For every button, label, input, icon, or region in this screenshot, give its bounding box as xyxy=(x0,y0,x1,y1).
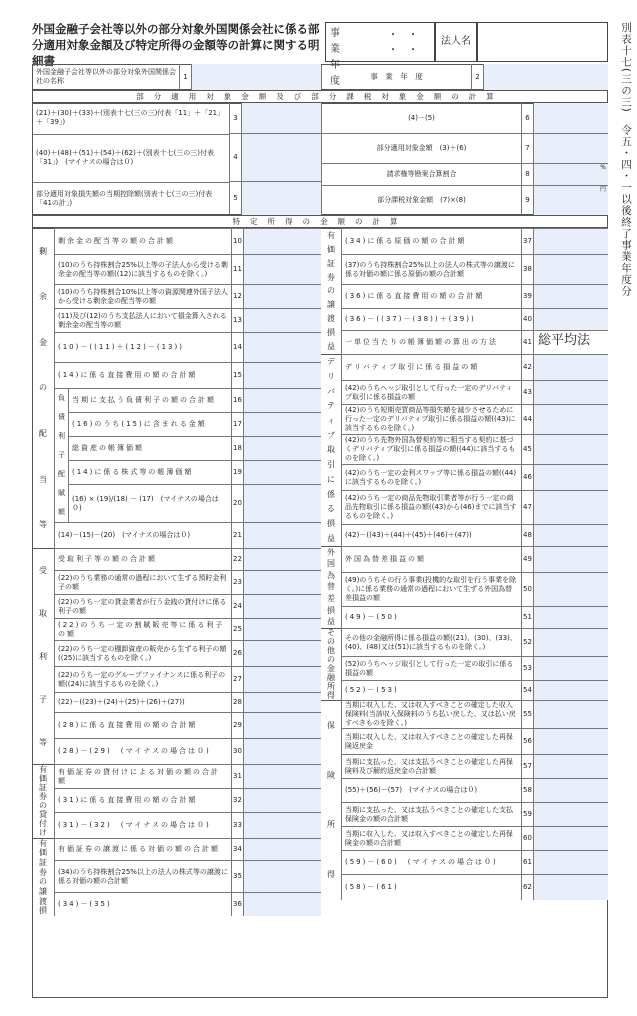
line-label: (42)のうち一定の商品先物取引業者等が行う一定の商品先物取引に係る損益の額((43)から(46)までに該当するものを除く。) xyxy=(341,490,521,524)
fiscal-year-label: 事業年度 xyxy=(330,28,350,87)
group-label-char: 有 xyxy=(39,838,47,848)
sub-group-label-char: 賦 xyxy=(58,489,65,497)
group-label-char: 配 xyxy=(39,429,47,439)
line-label: (16) × (19)/(18) － (17) (マイナスの場合は０) xyxy=(68,484,231,522)
line-label: (22)のうち一定のグループファイナンスに係る利子の額((24)に該当するものを除く。) xyxy=(54,666,231,692)
group-label-char: け xyxy=(39,828,47,838)
line-label: 有価証券の譲渡に係る対価の額の合計額 xyxy=(54,838,231,860)
line-number: 4 xyxy=(229,133,241,181)
amount-field[interactable] xyxy=(243,712,321,738)
line-label: (10)－((11)＋(12)－(13)) xyxy=(54,332,231,362)
line-number: 14 xyxy=(231,332,243,362)
group-label-char: 証 xyxy=(327,258,335,268)
group-label-char: 等 xyxy=(39,737,47,747)
amount-field[interactable] xyxy=(533,656,608,680)
amount-field[interactable] xyxy=(243,892,321,916)
date-dots: ・ ・ ・ ・ xyxy=(388,30,418,56)
group-label-char: の xyxy=(39,877,47,887)
group-label-char: 渡 xyxy=(327,314,335,324)
group-label-char: に xyxy=(327,474,335,484)
amount-field[interactable] xyxy=(533,464,608,490)
amount-field[interactable] xyxy=(533,490,608,524)
line-number: 23 xyxy=(231,570,243,594)
line-label: (42)－((43)＋(44)＋(45)＋(46)＋(47)) xyxy=(341,524,521,546)
group-label-char: 為 xyxy=(327,570,335,580)
group-label-char: 取 xyxy=(327,445,335,455)
group-label-char: 外 xyxy=(327,547,335,557)
amount-field[interactable] xyxy=(243,436,321,460)
line-number: 32 xyxy=(231,788,243,812)
line-number: 21 xyxy=(231,522,243,548)
group-label-char: 当 xyxy=(39,474,47,484)
group-label-char: 余 xyxy=(39,292,47,302)
line-number: 42 xyxy=(521,354,533,380)
amount-field[interactable] xyxy=(243,548,321,570)
group-label-char: 益 xyxy=(327,533,335,543)
amount-field[interactable] xyxy=(533,802,608,826)
group-label-char: 険 xyxy=(327,770,335,780)
line-number: 25 xyxy=(231,618,243,640)
line-number: 49 xyxy=(521,546,533,572)
subsidiary-name-field[interactable] xyxy=(191,64,321,90)
group-label-char: 係 xyxy=(327,489,335,499)
amount-field[interactable] xyxy=(533,628,608,656)
line-number: 11 xyxy=(231,254,243,284)
line-number: 12 xyxy=(231,284,243,308)
amount-field[interactable] xyxy=(533,700,608,728)
line-number: 41 xyxy=(521,330,533,354)
group-label-char: 国 xyxy=(327,559,335,569)
group-label-char: 証 xyxy=(39,782,47,792)
group-label-char: 価 xyxy=(327,244,335,254)
line-number: 35 xyxy=(231,860,243,892)
group-label-char: る xyxy=(327,504,335,514)
group-label-char: ィ xyxy=(327,416,335,426)
line-number: 55 xyxy=(521,700,533,728)
line-number: 46 xyxy=(521,464,533,490)
line-number: 47 xyxy=(521,490,533,524)
group-label-char: の xyxy=(327,637,335,647)
calc-label: (40)＋(48)＋(51)＋(54)＋(62)＋(別表十七(三の三)付表「31」) (マイナスの場合は０) xyxy=(33,134,229,180)
sub-group-label-char: 債 xyxy=(58,413,65,421)
line-label: 当期に支払う負債利子の額の合計額 xyxy=(68,388,231,412)
line-label: 当期に支払った、又は支払うべきことの確定した再保険料及び解約返戻金の合計額 xyxy=(341,754,521,778)
line-number: 37 xyxy=(521,228,533,254)
amount-field[interactable] xyxy=(533,728,608,754)
amount-field[interactable] xyxy=(533,163,608,185)
group-label-char: 証 xyxy=(39,858,47,868)
amount-field[interactable] xyxy=(243,692,321,712)
corp-name-label: 法人名 xyxy=(435,22,477,62)
amount-field[interactable] xyxy=(243,308,321,332)
amount-field[interactable] xyxy=(243,640,321,666)
group-label-char: 剰 xyxy=(39,246,47,256)
method-value: 総平均法 xyxy=(538,333,591,348)
group-label xyxy=(321,354,341,546)
line-number: 26 xyxy=(231,640,243,666)
line-label: (55)＋(56)－(57) (マイナスの場合は０) xyxy=(341,778,521,802)
line-number: 6 xyxy=(521,103,533,133)
line-number: 56 xyxy=(521,728,533,754)
group-label-char: ブ xyxy=(327,430,335,440)
group-label-char: 券 xyxy=(39,791,47,801)
line-number: 17 xyxy=(231,412,243,436)
line-label: 受取利子等の額の合計額 xyxy=(54,548,231,570)
amount-field[interactable] xyxy=(533,103,608,133)
amount-field[interactable] xyxy=(533,380,608,404)
line-label: (22)－((23)＋(24)＋(25)＋(26)＋(27)) xyxy=(54,692,231,712)
amount-field[interactable] xyxy=(241,133,321,181)
group-label-char: 所 xyxy=(327,681,335,691)
line-label: 当期に収入した、又は収入すべきことの確定した再保険返戻金 xyxy=(341,728,521,754)
line-number: 36 xyxy=(231,892,243,916)
line-label: 当期に支払った、又は支払うべきことの確定した支払保険金の額の合計額 xyxy=(341,802,521,826)
line-label: (22)のうち一定の棚卸資産の販売から生ずる利子の額((25)に該当するものを除く。) xyxy=(54,640,231,666)
line-label: (42)のうち一定の金利スワップ等に係る損益の額((44)に該当するものを除く。) xyxy=(341,464,521,490)
line-number: 15 xyxy=(231,362,243,388)
group-label-char: 券 xyxy=(39,867,47,877)
amount-field[interactable] xyxy=(533,874,608,900)
group-label-char: そ xyxy=(327,628,335,638)
line-label: 総資産の帳簿価額 xyxy=(68,436,231,460)
line-label: (52)のうちヘッジ取引として行った一定の取引に係る損益の額 xyxy=(341,656,521,680)
group-label-char: 券 xyxy=(327,272,335,282)
amount-field[interactable] xyxy=(243,460,321,484)
form-side-label: 別表十七(三の三) 令五・四・一以後終了事業年度分 xyxy=(620,22,632,297)
line-number: 61 xyxy=(521,850,533,874)
line-label: 外国為替差損益の額 xyxy=(341,546,521,572)
line-number: 31 xyxy=(231,764,243,788)
line-number: 62 xyxy=(521,874,533,900)
line-number: 18 xyxy=(231,436,243,460)
line-number: 59 xyxy=(521,802,533,826)
group-label-char: の xyxy=(39,383,47,393)
corp-name-field[interactable] xyxy=(477,22,608,62)
group-label-char: 益 xyxy=(327,341,335,351)
group-label-char: デ xyxy=(327,357,335,367)
group-label-char: 価 xyxy=(39,848,47,858)
subsidiary-year-field[interactable] xyxy=(483,64,608,90)
amount-field[interactable] xyxy=(243,788,321,812)
group-label-char: 融 xyxy=(327,672,335,682)
line-number: 52 xyxy=(521,628,533,656)
amount-field[interactable] xyxy=(241,181,321,215)
amount-field[interactable] xyxy=(533,254,608,284)
group-label-char: 所 xyxy=(327,820,335,830)
group-label-char: 差 xyxy=(327,594,335,604)
group-label-char: 譲 xyxy=(327,300,335,310)
line-label: (28)に係る直接費用の額の合計額 xyxy=(54,712,231,738)
amount-field[interactable] xyxy=(533,524,608,546)
line-label: (14)－(15)－(20) (マイナスの場合は０) xyxy=(54,522,231,548)
group-label xyxy=(321,700,341,900)
line-number: 3 xyxy=(229,103,241,133)
line-label: (22)のうち一定の貸金業者が行う金銭の貸付けに係る利子の額 xyxy=(54,594,231,618)
group-label-char: 金 xyxy=(327,663,335,673)
group-label-char: の xyxy=(327,655,335,665)
fiscal-year-box[interactable] xyxy=(325,22,435,87)
amount-field[interactable] xyxy=(243,284,321,308)
line-number: 28 xyxy=(231,692,243,712)
group-label xyxy=(321,628,341,700)
line-label: 有価証券の貸付けによる対価の額の合計額 xyxy=(54,764,231,788)
calc-label: (4)－(5) xyxy=(321,103,521,133)
line-label: (49)のうちその行う事業(投機的な取引を行う事業を除く。)に係る業務の通常の過程において生ずる外国為替差損益の額 xyxy=(341,572,521,606)
group-label-char: 有 xyxy=(39,764,47,774)
sub-group-label-char: 負 xyxy=(58,394,65,402)
sub-group-label-char: 額 xyxy=(58,508,65,516)
line-label: (16)のうち(15)に含まれる金額 xyxy=(68,412,231,436)
line-label: その他の金融所得に係る損益の額((21)、(30)、(33)、(40)、(48)又は(51)に該当するものを除く。) xyxy=(341,628,521,656)
line-label: (31)－(32) (マイナスの場合は０) xyxy=(54,812,231,838)
line-label: (10)のうち持株割合25%以上等の子法人から受ける剰余金の配当等の額((12)に該当するものを除く。) xyxy=(54,254,231,284)
line-number: 19 xyxy=(231,460,243,484)
calc-label: 部分適用対象損失額の当期控除額(別表十七(三の三)付表「41の計」) xyxy=(33,182,229,214)
line-label: (34)のうち持株割合25%以上の法人の株式等の譲渡に係る対価の額の合計額 xyxy=(54,860,231,892)
year-label: 事 業 年 度 xyxy=(321,65,471,89)
line-number: 20 xyxy=(231,484,243,522)
line-label: (42)のうち先物外国為替契約等に相当する契約に基づくデリバティブ取引に係る損益の額((44)に該当するものを除く。) xyxy=(341,434,521,464)
group-label-char: 損 xyxy=(327,518,335,528)
group-label-char: リ xyxy=(327,372,335,382)
line-label: (22)のうち一定の割賦販売等に係る利子の額 xyxy=(54,618,231,640)
amount-field[interactable] xyxy=(533,546,608,572)
line-number: 53 xyxy=(521,656,533,680)
group-label-char: 損 xyxy=(327,605,335,615)
line-number: 39 xyxy=(521,284,533,308)
line-label: (10)のうち持株割合10%以上等の資源関連外国子法人から受ける剰余金の配当等の額 xyxy=(54,284,231,308)
line-number: 34 xyxy=(231,838,243,860)
group-label-char: 得 xyxy=(327,870,335,880)
group-label-char: 金 xyxy=(39,337,47,347)
line-number: 8 xyxy=(521,163,533,185)
line-number: 30 xyxy=(231,738,243,764)
line-label: デリバティブ取引に係る損益の額 xyxy=(341,354,521,380)
amount-field[interactable] xyxy=(243,388,321,412)
group-label-char: バ xyxy=(327,386,335,396)
line-label: 当期に収入した、又は収入すべきことの確定した再保険金の額の合計額 xyxy=(341,826,521,850)
amount-field[interactable] xyxy=(243,228,321,254)
calc-label: 請求権等勘案合算割合 xyxy=(321,163,521,185)
line-number: 7 xyxy=(521,133,533,163)
group-label-char: 付 xyxy=(39,819,47,829)
amount-field[interactable] xyxy=(243,812,321,838)
line-label: (36)に係る直接費用の額の合計額 xyxy=(341,284,521,308)
line-label: (14)に係る株式等の帳簿価額 xyxy=(68,460,231,484)
group-label-char: 益 xyxy=(327,617,335,627)
amount-field[interactable] xyxy=(533,284,608,308)
line-label: 一単位当たりの帳簿価額の算出の方法 xyxy=(341,330,521,354)
amount-field[interactable] xyxy=(533,354,608,380)
group-label xyxy=(321,228,341,354)
amount-field[interactable] xyxy=(243,838,321,860)
amount-field[interactable] xyxy=(533,185,608,215)
amount-field[interactable] xyxy=(243,764,321,788)
group-label-char: 渡 xyxy=(39,896,47,906)
unit-label: % xyxy=(600,164,606,171)
line-number: 45 xyxy=(521,434,533,464)
group-label-char: の xyxy=(39,801,47,811)
group-label xyxy=(321,546,341,628)
section-title: 特定所得の金額の計算 xyxy=(32,215,608,228)
line-number: 60 xyxy=(521,826,533,850)
group-label xyxy=(32,838,54,916)
line-label: (31)に係る直接費用の額の合計額 xyxy=(54,788,231,812)
line-label: 当期に収入した、又は収入すべきことの確定した収入保険料(当該収入保険料のうち払い戻した、又は払い戻すべきものを除く。) xyxy=(341,700,521,728)
sub-group-label-char: 配 xyxy=(58,470,65,478)
line-number: 5 xyxy=(229,181,241,215)
unit-label: 円 xyxy=(599,186,606,193)
group-label-char: 損 xyxy=(327,328,335,338)
group-label-char: テ xyxy=(327,401,335,411)
line-number: 50 xyxy=(521,572,533,606)
group-label-char: 取 xyxy=(39,608,47,618)
group-label-char: 利 xyxy=(39,651,47,661)
line-number: 38 xyxy=(521,254,533,284)
line-label: (34)－(35) xyxy=(54,892,231,916)
line-label: 剰余金の配当等の額の合計額 xyxy=(54,228,231,254)
line-number: 13 xyxy=(231,308,243,332)
sub-group-label-char: 利 xyxy=(58,432,65,440)
amount-field[interactable] xyxy=(243,484,321,522)
line-label: (49)－(50) xyxy=(341,606,521,628)
line-number: 2 xyxy=(471,64,483,90)
group-label-char: 受 xyxy=(39,565,47,575)
amount-field[interactable] xyxy=(243,412,321,436)
line-number: 29 xyxy=(231,712,243,738)
group-label-char: 等 xyxy=(39,520,47,530)
line-number: 54 xyxy=(521,680,533,700)
amount-field[interactable] xyxy=(533,606,608,628)
sub-group-label xyxy=(54,388,68,522)
amount-field[interactable] xyxy=(243,860,321,892)
amount-field[interactable] xyxy=(533,308,608,330)
group-label-char: 貸 xyxy=(39,810,47,820)
group-label-char: 替 xyxy=(327,582,335,592)
amount-field[interactable] xyxy=(243,522,321,548)
group-label-char: 損 xyxy=(39,906,47,916)
calc-label: 部分課税対象金額 (7)×(8) xyxy=(321,185,521,215)
amount-field[interactable] xyxy=(533,572,608,606)
amount-field[interactable] xyxy=(533,850,608,874)
line-number: 40 xyxy=(521,308,533,330)
line-label: (42)のうち短期売買商品等損失額を減少させるために行った一定のデリバティブ取引に係る損益の額((43)に該当するものを除く。) xyxy=(341,404,521,434)
calc-label: (21)＋(30)＋(33)＋(別表十七(三の三)付表「11」＋「21」＋「39」) xyxy=(36,109,225,126)
amount-field[interactable] xyxy=(243,570,321,594)
line-number: 58 xyxy=(521,778,533,802)
line-label: (22)のうち業務の通常の過程において生ずる預貯金利子の額 xyxy=(54,570,231,594)
line-number: 27 xyxy=(231,666,243,692)
line-label: (11)及び(12)のうち支払法人において損金算入される剰余金の配当等の額 xyxy=(54,308,231,332)
group-label-char: の xyxy=(327,286,335,296)
page-title: 外国金融子会社等以外の部分対象外国関係会社に係る部分適用対象金額及び特定所得の金額等の計算に関する明細書 xyxy=(32,22,320,68)
group-label xyxy=(32,228,54,548)
amount-field[interactable] xyxy=(533,434,608,464)
line-number: 51 xyxy=(521,606,533,628)
group-label-char: 他 xyxy=(327,646,335,656)
group-label-char: 子 xyxy=(39,694,47,704)
amount-field[interactable] xyxy=(243,362,321,388)
amount-field[interactable] xyxy=(243,738,321,764)
amount-field[interactable] xyxy=(241,103,321,133)
line-label: (42)のうちヘッジ取引として行った一定のデリバティブ取引に係る損益の額 xyxy=(341,380,521,404)
line-number: 1 xyxy=(179,64,191,90)
amount-field[interactable] xyxy=(533,330,608,354)
line-label: (58)－(61) xyxy=(341,874,521,900)
line-number: 44 xyxy=(521,404,533,434)
calc-label: 部分適用対象金額 (3)＋(6) xyxy=(321,133,521,163)
line-label: (37)のうち持株割合25%以上の法人の株式等の譲渡に係る対価の額に係る原価の額の合計額 xyxy=(341,254,521,284)
group-label-char: 譲 xyxy=(39,886,47,896)
amount-field[interactable] xyxy=(533,778,608,802)
amount-field[interactable] xyxy=(533,133,608,163)
amount-field[interactable] xyxy=(533,680,608,700)
group-label-char: 得 xyxy=(327,690,335,700)
subsidiary-name-label: 外国金融子会社等以外の部分対象外国関係会社の名称 xyxy=(36,68,176,85)
group-label-char: 有 xyxy=(327,230,335,240)
line-label: (59)－(60) (マイナスの場合は０) xyxy=(341,850,521,874)
group-label-char: 保 xyxy=(327,720,335,730)
sub-group-label-char: 子 xyxy=(58,451,65,459)
group-label xyxy=(32,764,54,838)
line-number: 24 xyxy=(231,594,243,618)
amount-field[interactable] xyxy=(533,228,608,254)
line-number: 22 xyxy=(231,548,243,570)
line-label: (34)に係る原価の額の合計額 xyxy=(341,228,521,254)
line-label: (14)に係る直接費用の額の合計額 xyxy=(54,362,231,388)
group-label xyxy=(32,548,54,764)
amount-field[interactable] xyxy=(243,666,321,692)
line-number: 33 xyxy=(231,812,243,838)
line-label: (52)－(53) xyxy=(341,680,521,700)
line-number: 10 xyxy=(231,228,243,254)
line-label: (28)－(29) (マイナスの場合は０) xyxy=(54,738,231,764)
line-number: 57 xyxy=(521,754,533,778)
amount-field[interactable] xyxy=(533,754,608,778)
group-label-char: 引 xyxy=(327,460,335,470)
amount-field[interactable] xyxy=(243,618,321,640)
line-number: 43 xyxy=(521,380,533,404)
amount-field[interactable] xyxy=(243,254,321,284)
line-number: 48 xyxy=(521,524,533,546)
amount-field[interactable] xyxy=(243,332,321,362)
group-label-char: 価 xyxy=(39,773,47,783)
line-number: 16 xyxy=(231,388,243,412)
amount-field[interactable] xyxy=(533,826,608,850)
section-title: 部分適用対象金額及び部分課税対象金額の計算 xyxy=(32,90,608,103)
line-number: 9 xyxy=(521,185,533,215)
amount-field[interactable] xyxy=(533,404,608,434)
line-label: (36)－((37)－(38))＋(39)) xyxy=(341,308,521,330)
amount-field[interactable] xyxy=(243,594,321,618)
